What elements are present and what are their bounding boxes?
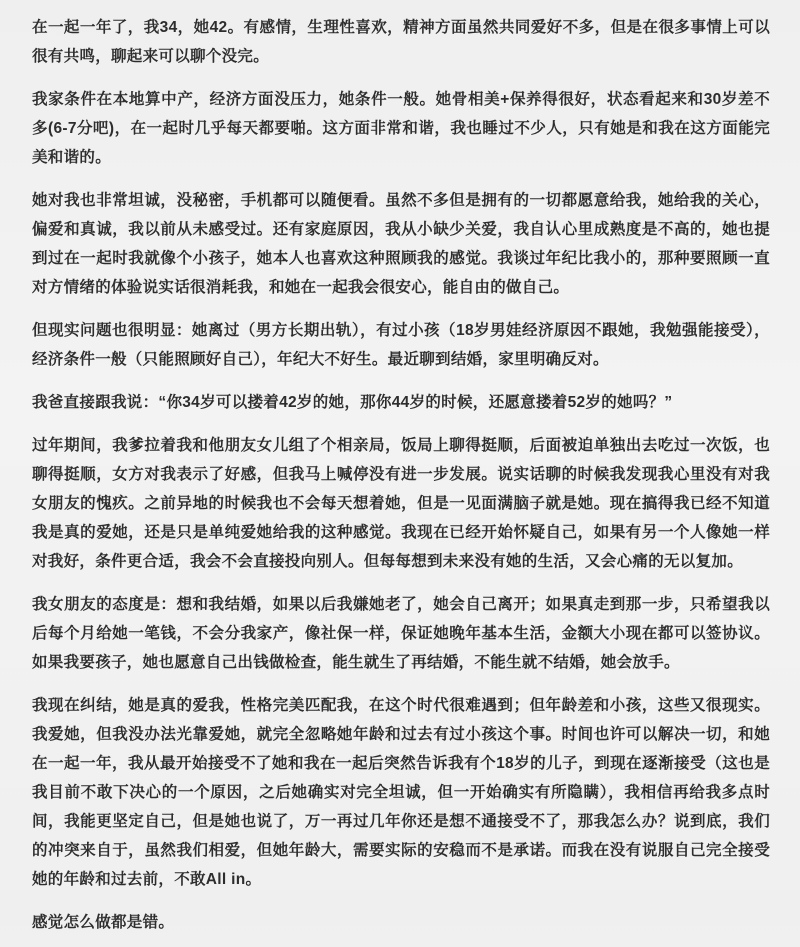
post-paragraph: 我家条件在本地算中产，经济方面没压力，她条件一般。她骨相美+保养得很好，状态看起来和30岁差不多(6-7分吧)，在一起时几乎每天都要啪。这方面非常和谐，我也睡过不少人，只有她是和我在这方面能完美和谐的。 [32, 91, 770, 166]
post-paragraph: 过年期间，我爹拉着我和他朋友女儿组了个相亲局，饭局上聊得挺顺，后面被迫单独出去吃过一次饭，也聊得挺顺，女方对我表示了好感，但我马上喊停没有进一步发展。说实话聊的时候我发现我心里没有对我女朋友的愧疚。之前异地的时候我也不会每天想着她，但是一见面满脑子就是她。现在搞得我已经不知道我是真的爱她，还是只是单纯爱她给我的这种感觉。我现在已经开始怀疑自己，如果有另一个人像她一样对我好，条件更合适，我会不会直接投向别人。但每每想到未来没有她的生活，又会心痛的无以复加。 [32, 437, 770, 570]
post-paragraph: 我现在纠结，她是真的爱我，性格完美匹配我，在这个时代很难遇到；但年龄差和小孩，这些又很现实。我爱她，但我没办法光靠爱她，就完全忽略她年龄和过去有过小孩这个事。时间也许可以解决一切，和她在一起一年，我从最开始接受不了她和我在一起后突然告诉我有个18岁的儿子，到现在逐渐接受（这也是我目前不敢下决心的一个原因，之后她确实对完全坦诚，但一开始确实有所隐瞒），我相信再给我多点时间，我能更坚定自己，但是她也说了，万一再过几年你还是想不通接受不了，那我怎么办？说到底，我们的冲突来自于，虽然我们相爱，但她年龄大，需要实际的安稳而不是承诺。而我在没有说服自己完全接受她的年龄和过去前，不敢All in。 [32, 697, 770, 888]
post-paragraph: 我爸直接跟我说：“你34岁可以搂着42岁的她，那你44岁的时候，还愿意搂着52岁的她吗？” [32, 394, 673, 411]
post-paragraph: 她对我也非常坦诚，没秘密，手机都可以随便看。虽然不多但是拥有的一切都愿意给我，她给我的关心，偏爱和真诚，我以前从未感受过。还有家庭原因，我从小缺少关爱，我自认心里成熟度是不高的，她也提到过在一起时我就像个小孩子，她本人也喜欢这种照顾我的感觉。我谈过年纪比我小的，那种要照顾一直对方情绪的体验说实话很消耗我，和她在一起我会很安心，能自由的做自己。 [32, 192, 770, 296]
post-paragraph: 在一起一年了，我34，她42。有感情，生理性喜欢，精神方面虽然共同爱好不多，但是在很多事情上可以很有共鸣，聊起来可以聊个没完。 [32, 19, 770, 65]
post-paragraph: 但现实问题也很明显：她离过（男方长期出轨），有过小孩（18岁男娃经济原因不跟她，我勉强能接受），经济条件一般（只能照顾好自己），年纪大不好生。最近聊到结婚，家里明确反对。 [32, 322, 770, 368]
post-paragraph: 感觉怎么做都是错。 [32, 914, 175, 931]
post-paragraph: 我女朋友的态度是：想和我结婚，如果以后我嫌她老了，她会自己离开；如果真走到那一步，只希望我以后每个月给她一笔钱，不会分我家产，像社保一样，保证她晚年基本生活，金额大小现在都可以签协议。如果我要孩子，她也愿意自己出钱做检查，能生就生了再结婚，不能生就不结婚，她会放手。 [32, 596, 770, 671]
